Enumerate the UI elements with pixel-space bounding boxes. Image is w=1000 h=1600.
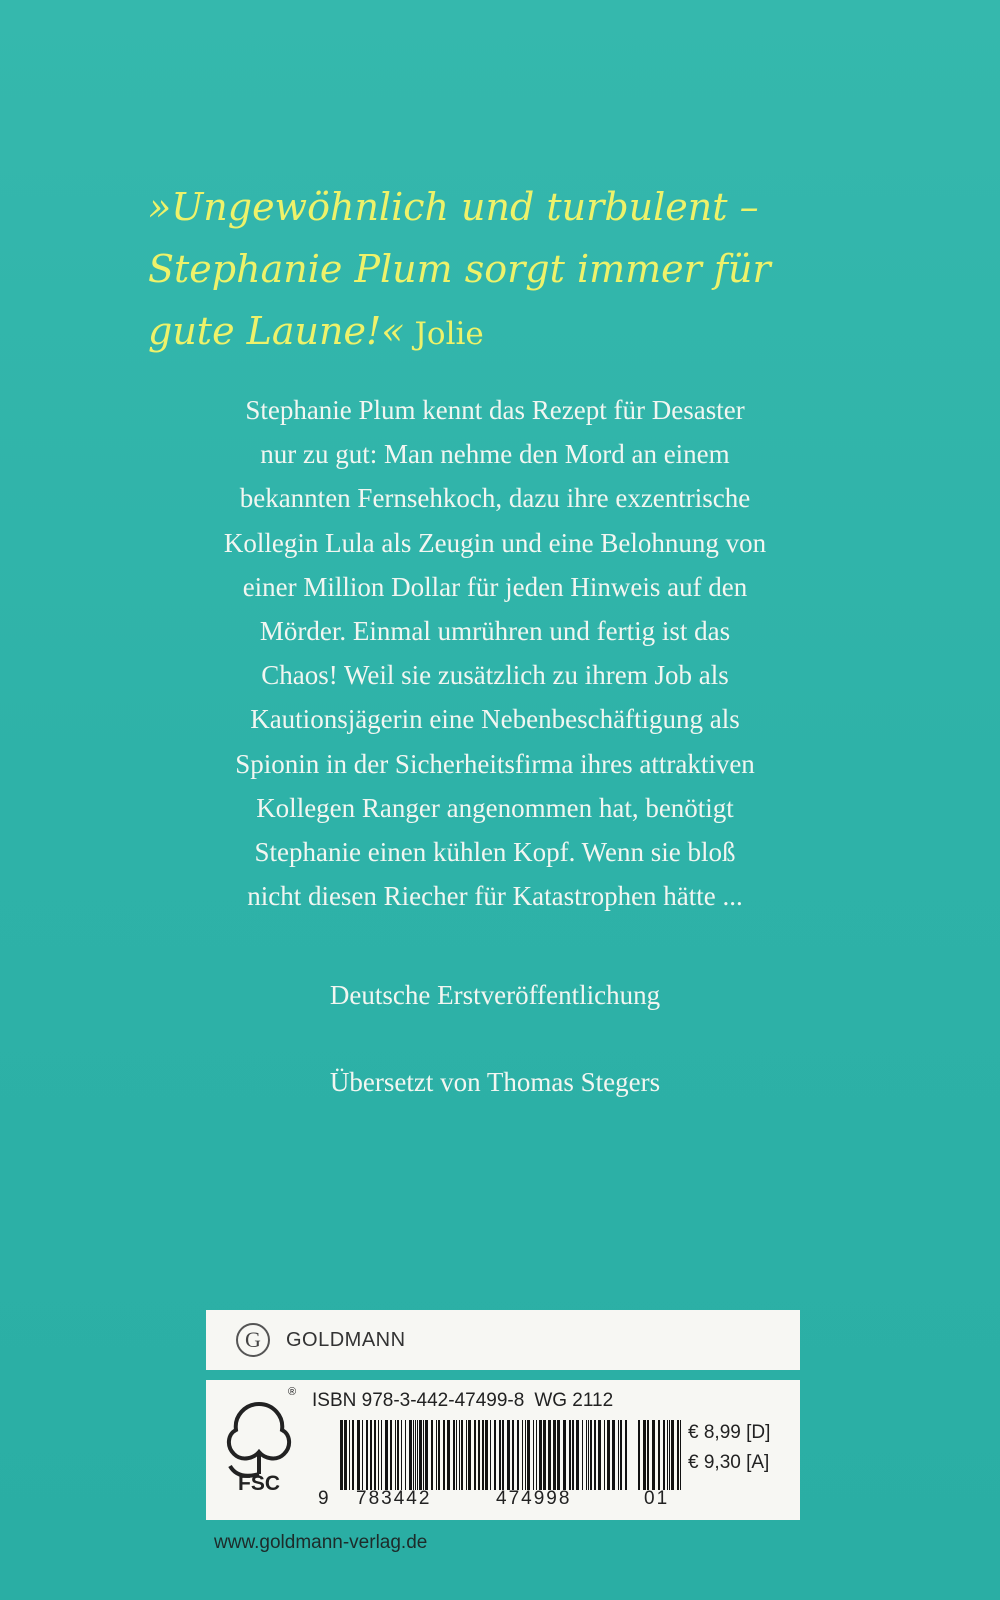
barcode-bar — [667, 1420, 668, 1490]
barcode-bar — [370, 1420, 372, 1490]
barcode-bar — [419, 1420, 422, 1490]
barcode-bar — [340, 1420, 343, 1490]
registered-mark-icon: ® — [288, 1386, 297, 1398]
barcode-bar — [366, 1420, 368, 1490]
edition-note: Deutsche Erstveröffentlichung — [329, 980, 661, 1010]
barcode-bar — [423, 1420, 424, 1490]
addon-barcode — [638, 1420, 682, 1490]
quote-line-1: »Ungewöhnlich und turbulent – — [148, 185, 759, 229]
fsc-label: FSC — [238, 1472, 280, 1495]
barcode-bar — [397, 1420, 399, 1490]
barcode-bar — [557, 1420, 560, 1490]
barcode-bar — [474, 1420, 476, 1490]
barcode-bar — [548, 1420, 551, 1490]
blurb-line: nicht diesen Riecher für Katastrophen hätte ... — [247, 881, 743, 912]
barcode-bar — [438, 1420, 440, 1490]
translator-note: Übersetzt von Thomas Stegers — [329, 1067, 661, 1097]
barcode-bar — [543, 1420, 546, 1490]
blurb-line: nur zu gut: Man nehme den Mord an einem — [260, 439, 730, 470]
barcode-bar — [362, 1420, 363, 1490]
barcode-bar — [522, 1420, 523, 1490]
barcode-bar — [468, 1420, 471, 1490]
review-quote — [148, 176, 868, 365]
barcode-bar — [594, 1420, 596, 1490]
publisher-website[interactable]: www.goldmann-verlag.de — [214, 1532, 428, 1553]
quote-line-3: gute Laune!« — [148, 309, 405, 353]
barcode-bar — [352, 1420, 354, 1490]
barcode-bar — [620, 1420, 622, 1490]
barcode-bar — [647, 1420, 649, 1490]
barcode-bar — [431, 1420, 433, 1490]
barcode-bar — [669, 1420, 670, 1490]
barcode-bar — [507, 1420, 510, 1490]
barcode-bar — [539, 1420, 542, 1490]
blurb-line: bekannten Fernsehkoch, dazu ihre exzentrische — [239, 483, 751, 514]
publisher-panel — [206, 1310, 800, 1370]
barcode-bar — [381, 1420, 382, 1490]
barcode-bar — [494, 1420, 496, 1490]
blurb-line: Spionin in der Sicherheitsfirma ihres attraktiven — [235, 748, 755, 779]
barcode-bar — [576, 1420, 579, 1490]
barcode-bar — [536, 1420, 537, 1490]
barcode-bar — [378, 1420, 379, 1490]
isbn-line — [312, 1390, 613, 1412]
barcode-bar — [413, 1420, 414, 1490]
barcode-bar — [663, 1420, 665, 1490]
barcode-bar — [671, 1420, 674, 1490]
barcode-bar — [586, 1420, 587, 1490]
barcode-bar — [607, 1420, 610, 1490]
barcode-bar — [598, 1420, 601, 1490]
barcode-bar — [482, 1420, 484, 1490]
barcode-bar — [517, 1420, 519, 1490]
barcode-bar — [553, 1420, 556, 1490]
barcode-bar — [652, 1420, 655, 1490]
barcode-digit-lead: 9 — [318, 1488, 331, 1509]
barcode-bar — [590, 1420, 592, 1490]
barcode-bar — [625, 1420, 627, 1490]
barcode-bar — [502, 1420, 504, 1490]
barcode-bar — [533, 1420, 534, 1490]
wg-code: WG 2112 — [534, 1390, 614, 1411]
blurb-line: Chaos! Weil sie zusätzlich zu ihrem Job als — [261, 660, 729, 691]
blurb-line: einer Million Dollar für jeden Hinweis auf den — [242, 571, 748, 602]
blurb-line: Stephanie Plum kennt das Rezept für Desaster — [245, 395, 745, 425]
barcode-bar — [525, 1420, 526, 1490]
barcode-bar — [643, 1420, 646, 1490]
barcode-bar — [461, 1420, 463, 1490]
barcode-bar — [612, 1420, 615, 1490]
barcode-bar — [357, 1420, 360, 1490]
barcode-bar — [478, 1420, 480, 1490]
barcode-bar — [512, 1420, 514, 1490]
barcode-addon-digits: 01 — [644, 1488, 670, 1509]
barcode-bar — [374, 1420, 376, 1490]
barcode-bar — [415, 1420, 416, 1490]
ean-barcode — [340, 1420, 628, 1490]
price-germany: € 8,99 [D] — [688, 1422, 771, 1443]
barcode-bar — [344, 1420, 347, 1490]
barcode-panel — [206, 1380, 800, 1520]
barcode-bar — [588, 1420, 589, 1490]
barcode-digits-left: 783442 — [356, 1488, 432, 1509]
barcode-bar — [385, 1420, 388, 1490]
barcode-bar — [436, 1420, 437, 1490]
barcode-bar — [395, 1420, 396, 1490]
barcode-bar — [425, 1420, 428, 1490]
quote-attribution: Jolie — [414, 316, 484, 352]
blurb-line: Mörder. Einmal umrühren und fertig ist das — [259, 616, 731, 647]
blurb-line: Kollegen Ranger angenommen hat, benötigt — [256, 792, 734, 823]
barcode-bar — [490, 1420, 491, 1490]
barcode-bar — [677, 1420, 679, 1490]
barcode-digits-right: 474998 — [496, 1488, 572, 1509]
blurb-line: Kautionsjägerin eine Nebenbeschäftigung als — [250, 704, 740, 735]
barcode-bar — [447, 1420, 450, 1490]
barcode-bar — [680, 1420, 681, 1490]
barcode-bar — [443, 1420, 445, 1490]
barcode-bar — [459, 1420, 460, 1490]
publisher-name: GOLDMANN — [286, 1328, 406, 1351]
quote-line-2: Stephanie Plum sorgt immer für — [148, 247, 771, 291]
price-austria: € 9,30 [A] — [688, 1452, 770, 1473]
barcode-bar — [499, 1420, 501, 1490]
barcode-bar — [466, 1420, 467, 1490]
blurb-line: Kollegin Lula als Zeugin und eine Belohnung von — [223, 527, 767, 558]
barcode-bar — [563, 1420, 566, 1490]
barcode-bar — [349, 1420, 350, 1490]
barcode-bar — [409, 1420, 412, 1490]
barcode-bar — [618, 1420, 619, 1490]
barcode-bar — [401, 1420, 402, 1490]
barcode-bar — [582, 1420, 583, 1490]
barcode-bar — [572, 1420, 574, 1490]
blurb-line: Stephanie einen kühlen Kopf. Wenn sie bloß — [254, 837, 736, 868]
barcode-bar — [658, 1420, 660, 1490]
barcode-bar — [453, 1420, 455, 1490]
barcode-bar — [390, 1420, 392, 1490]
blurb-text — [150, 388, 840, 918]
barcode-bar — [456, 1420, 457, 1490]
publisher-logo: G — [236, 1323, 270, 1357]
barcode-bar — [485, 1420, 488, 1490]
barcode-bar — [417, 1420, 418, 1490]
barcode-bar — [569, 1420, 571, 1490]
barcode-bar — [405, 1420, 406, 1490]
barcode-bar — [638, 1420, 640, 1490]
barcode-bar — [527, 1420, 530, 1490]
barcode-bar — [604, 1420, 605, 1490]
isbn-number: ISBN 978-3-442-47499-8 — [312, 1390, 525, 1411]
